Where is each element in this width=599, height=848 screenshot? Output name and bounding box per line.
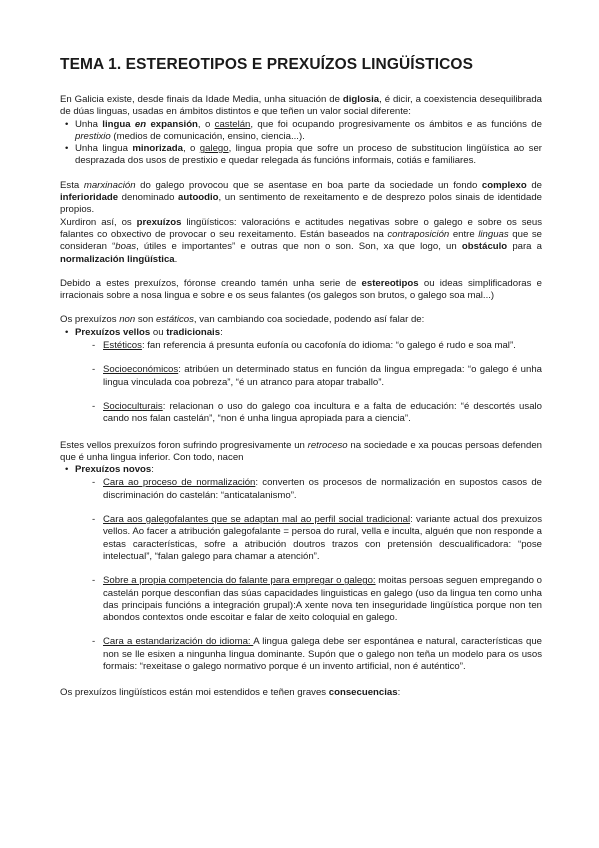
subheading: Socioculturais	[103, 400, 163, 412]
text: Os prexuízos lingüísticos están moi estendidos e teñen graves	[60, 687, 329, 699]
subheading: Cara aos galegofalantes que se adaptan mal ao perfil social tradicional	[103, 514, 411, 526]
text: lingua	[102, 118, 135, 130]
text: Esta	[60, 179, 84, 191]
text: : atribúen un determinado status en función da lingua empregada: “o galego é unha lingua vinculada coa pobreza”, “é un atranco para atopar traballo”.	[103, 364, 542, 388]
term-non: non	[119, 314, 136, 326]
text: entre	[449, 228, 479, 240]
dash-item-socioeconomicos	[103, 364, 542, 389]
text: denominado	[118, 192, 179, 204]
text: : fan referencia á presunta eufonía ou cacofonía do idioma: “o galego é rudo e soa mal”.	[141, 340, 516, 352]
term-minorizada: minorizada	[132, 143, 183, 155]
text: moitas persoas seguen empregando o castelán porque desconfian das súas capacidades linguisticas en galego (uso da lingua ten como unha das principais funcións a integración grupal):A xente nova ten inseguridade lingüística porque non ten abondos contextos onde escoitar e falar de xeito coloquial en galego.	[103, 575, 542, 624]
text: que se consideran “	[60, 228, 542, 253]
term-obstaculo: obstáculo	[461, 241, 508, 253]
term-autoodio: autoodio	[178, 192, 219, 204]
dash-item-galegofalantes	[103, 514, 542, 563]
text: , o	[197, 118, 215, 130]
term-prexuizos: prexuízos	[136, 216, 182, 228]
text: , un sentimento de rexeitamento e de desprezo polos sinais de identidade propios.	[60, 192, 542, 216]
text: , útiles e importantes” e outras que non o son. Son, xa que logo, un	[136, 241, 462, 253]
term-galego: galego	[199, 143, 229, 155]
term-prexuizos-novos: Prexuízos novos	[75, 464, 152, 476]
text: ou	[150, 326, 167, 338]
text: do galego provocou que se asentase en boa parte da sociedade un fondo	[135, 179, 482, 191]
term-contraposicion: contraposición	[387, 228, 450, 240]
term-estaticos: estáticos	[156, 314, 194, 326]
term-prexuizos-vellos: Prexuízos vellos	[75, 326, 151, 338]
text: : converten os procesos de normalización en supostos casos de discriminación do castelán: “anticatalanismo”.	[103, 477, 542, 501]
text: :	[220, 326, 223, 338]
term-diglosia: diglosia	[342, 94, 380, 105]
dash-item-competencia	[103, 575, 542, 624]
term-lingua-en-expansion	[102, 119, 198, 130]
paragraph-retroceso	[60, 440, 542, 465]
subheading: Socioeconómicos	[103, 364, 179, 376]
old-prejudices-sublist	[75, 340, 542, 425]
term-prestixio: prestixio	[75, 130, 111, 142]
term-normalizacion: normalización lingüística	[60, 253, 175, 265]
text: son	[135, 314, 157, 326]
text: :	[397, 687, 401, 699]
paragraph-prexuizos	[60, 217, 542, 266]
text: :	[151, 464, 154, 476]
term-estereotipos: estereotipos	[361, 277, 419, 289]
text: Unha	[75, 118, 103, 130]
text: , lingua propia que sofre un proceso de substitucion lingüística ao ser desprazada dos usos de prestixio e quedar relegada ás funcións informais, cotiás e familiares.	[75, 143, 542, 167]
dash-item-esteticos	[103, 340, 542, 352]
text: Os prexuízos	[60, 314, 120, 326]
text: ou ideas simplificadoras e irracionais sobre a nosa lingua e sobre e os seus falantes (os galegos son brutos, o galego soa mal...)	[60, 277, 542, 302]
dash-item-socioculturais	[103, 401, 542, 426]
new-prejudices-list	[60, 464, 542, 673]
subheading: Cara a estandarización do idioma:	[103, 636, 254, 648]
paragraph-diglosia	[60, 94, 542, 119]
text: de	[526, 179, 542, 191]
text: Xurdiron así, os	[60, 216, 137, 228]
new-prejudices-sublist	[75, 477, 542, 673]
text: para a	[507, 241, 543, 253]
text: expansión	[146, 118, 198, 130]
term-retroceso: retroceso	[307, 439, 348, 451]
subheading: Estéticos	[103, 340, 142, 352]
bullet-item-minorizada	[75, 143, 542, 168]
paragraph-consecuencias	[60, 687, 542, 699]
text: .	[174, 253, 178, 265]
text: en	[134, 118, 147, 130]
bullet-item-prexuizos-vellos	[75, 327, 542, 426]
text: (medios de comunicación, ensino, ciencia...).	[110, 130, 305, 142]
subheading: Sobre a propia competencia do falante para empregar o galego:	[103, 575, 376, 587]
text: En Galicia existe, desde finais da Idade Media, unha situación de	[60, 94, 343, 105]
text: A lingua galega debe ser espontánea e natural, características que non se lle esixen a ningunha lingua dominante. Supón que o galego non teña un modelo para os usos formais: “rexeitase o galego normativo porque é un invento artificial, non é auténtico”.	[103, 636, 542, 672]
document-body	[60, 94, 542, 700]
paragraph-marxinacion	[60, 180, 542, 217]
text: Debido a estes prexuízos, fóronse creando tamén unha serie de	[60, 277, 362, 289]
diglosia-bullet-list	[60, 119, 542, 168]
text: , é dicir, a coexistencia desequilibrada de dúas linguas, usadas en ámbitos distintos e que teñen un valor social diferente:	[60, 94, 542, 118]
dash-item-normalizacion	[103, 477, 542, 502]
document-title: TEMA 1. ESTEREOTIPOS E PREXUÍZOS LINGÜÍSTICOS	[60, 56, 474, 73]
old-prejudices-list	[60, 327, 542, 426]
paragraph-estereotipos	[60, 278, 542, 303]
term-castelan: castelán	[214, 118, 251, 130]
paragraph-non-estaticos	[60, 314, 542, 326]
dash-item-estandarizacion	[103, 636, 542, 673]
term-consecuencias: consecuencias	[328, 687, 398, 699]
bullet-item-prexuizos-novos	[75, 464, 542, 673]
term-boas: boas	[115, 241, 137, 253]
text: Unha lingua	[75, 143, 133, 155]
text: Estes vellos prexuízos foron sufrindo progresivamente un	[60, 439, 308, 451]
term-linguas: linguas	[478, 228, 509, 240]
text: na sociedade e xa poucas persoas defenden que é unha lingua inferior. Con todo, nacen	[60, 439, 542, 463]
text: lingüísticos: valoracións e actitudes negativas sobre o galego e sobre os seus falantes co obxectivo de provocar o seu rexeitamento. Están baseados na	[60, 216, 542, 240]
term-inferioridade: inferioridade	[60, 192, 119, 204]
text: , o	[182, 143, 200, 155]
term-tradicionais: tradicionais	[166, 326, 221, 338]
term-marxinacion: marxinación	[83, 179, 136, 191]
text: : variante actual dos prexuizos vellos. Ao facer a atribución galegofalante = persoa do rural, vella e inculta, alguén que non responde a estas características, sofre a atribución doutros trazos con pretensión descualificadora: “pose intelectual”, “falan galego para chamar a atención”.	[103, 514, 543, 562]
text: , que foi ocupando progresivamente os ámbitos e as funcións de	[250, 118, 542, 130]
text: , van cambiando coa sociedade, podendo así falar de:	[193, 314, 425, 326]
subheading: Cara ao proceso de normalización	[103, 477, 256, 489]
text: : relacionan o uso do galego coa incultura e a falta de educación: “é descortés usalo cando nos falan castelán”, “non é unha lingua apropiada para a ciencia”.	[103, 400, 542, 425]
bullet-item-expansion	[75, 119, 542, 144]
term-complexo: complexo	[481, 179, 527, 191]
